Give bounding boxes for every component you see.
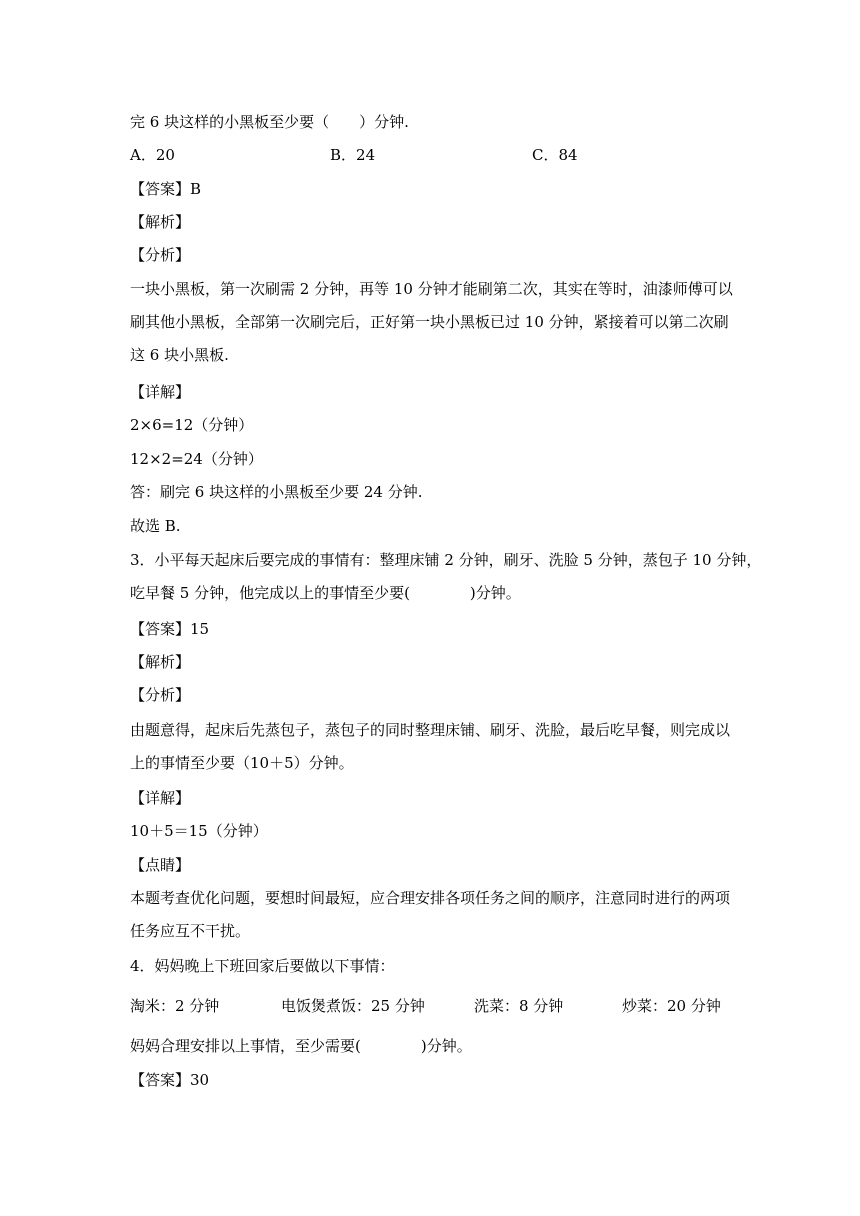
q3-dianjing-tag: 【点睛】 (130, 856, 191, 874)
q2-fenxi-line-3: 这 6 块小黑板. (130, 346, 229, 364)
q3-xiangjie-tag: 【详解】 (130, 789, 191, 807)
q3-answer: 【答案】15 (130, 620, 210, 638)
q2-choose: 故选 B. (130, 517, 181, 535)
q2-answer: 【答案】B (130, 180, 202, 198)
q2-option-a: A．20 (130, 146, 175, 164)
q3-stem-line-1: 3．小平每天起床后要完成的事情有：整理床铺 2 分钟，刷牙、洗脸 5 分钟，蒸包子 10 分钟， (130, 551, 762, 569)
q2-option-c: C．84 (532, 146, 578, 164)
q3-dianjing-line-2: 任务应互不干扰。 (130, 922, 251, 940)
q2-xiangjie-tag: 【详解】 (130, 383, 191, 401)
q3-fenxi-tag: 【分析】 (130, 686, 191, 704)
q3-dianjing-line-1: 本题考查优化问题，要想时间最短，应合理安排各项任务之间的顺序，注意同时进行的两项 (130, 889, 731, 907)
q2-step-2: 12×2=24（分钟） (130, 450, 263, 468)
q3-step: 10＋5＝15（分钟） (130, 822, 268, 840)
q2-da: 答：刷完 6 块这样的小黑板至少要 24 分钟. (130, 483, 423, 501)
q3-fenxi-line-1: 由题意得，起床后先蒸包子，蒸包子的同时整理床铺、刷牙、洗脸，最后吃早餐，则完成以 (130, 721, 731, 739)
q2-stem-tail: 完 6 块这样的小黑板至少要（ ）分钟. (130, 113, 409, 131)
q2-jiexi-tag: 【解析】 (130, 213, 191, 231)
q4-task-2: 电饭煲煮饭：25 分钟 (281, 997, 425, 1015)
q2-option-b: B．24 (330, 146, 376, 164)
q4-stem-2: 妈妈合理安排以上事情，至少需要( )分钟。 (130, 1037, 472, 1055)
q2-fenxi-tag: 【分析】 (130, 246, 191, 264)
q4-task-4: 炒菜：20 分钟 (622, 997, 721, 1015)
q4-answer: 【答案】30 (130, 1071, 210, 1089)
q2-fenxi-line-2: 刷其他小黑板，全部第一次刷完后，正好第一块小黑板已过 10 分钟，紧接着可以第二次刷 (130, 313, 729, 331)
q4-task-1: 淘米：2 分钟 (130, 997, 220, 1015)
q4-stem: 4．妈妈晚上下班回家后要做以下事情： (130, 957, 395, 975)
q2-fenxi-line-1: 一块小黑板，第一次刷需 2 分钟，再等 10 分钟才能刷第二次，其实在等时，油漆师傅可以 (130, 280, 733, 298)
q3-stem-line-2: 吃早餐 5 分钟，他完成以上的事情至少要( )分钟。 (130, 584, 521, 602)
q3-fenxi-line-2: 上的事情至少要（10＋5）分钟。 (130, 754, 354, 772)
q4-task-3: 洗菜：8 分钟 (474, 997, 564, 1015)
q2-step-1: 2×6=12（分钟） (130, 416, 254, 434)
q3-jiexi-tag: 【解析】 (130, 653, 191, 671)
